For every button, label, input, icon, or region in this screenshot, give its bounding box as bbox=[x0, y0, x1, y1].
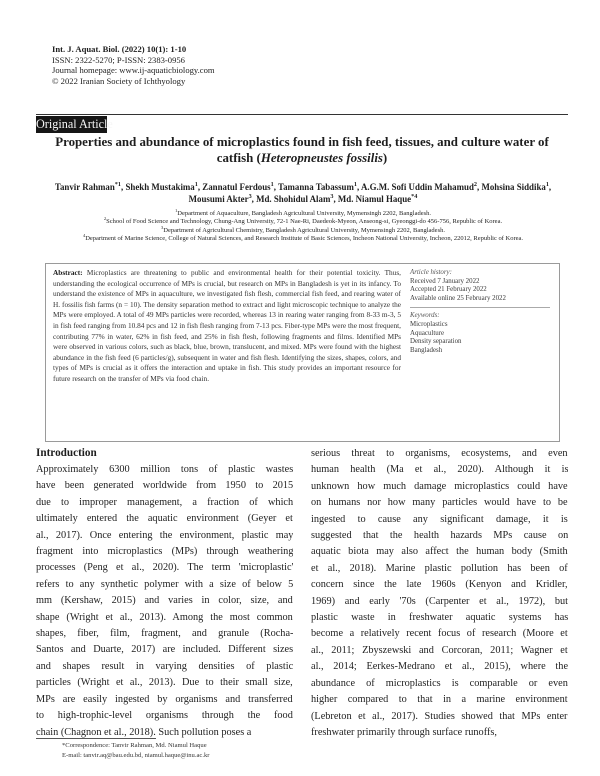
journal-copyright: © 2022 Iranian Society of Ichthyology bbox=[52, 75, 186, 86]
affiliation-list bbox=[48, 207, 558, 243]
body-text-line: particles (Wright et al., 2013). Due to their small size, bbox=[36, 677, 293, 689]
body-text-line: and shapes result in varying densities of plastic bbox=[36, 660, 293, 672]
author-name: Shekh Mustakima bbox=[125, 182, 195, 192]
body-text-line: shape (Wright et al., 2013). Among the most common bbox=[36, 611, 293, 623]
affiliation-text: Department of Aquaculture, Bangladesh Agricultural University, Mymensingh 2202, Bangladesh. bbox=[177, 210, 432, 217]
author-affiliation-mark: *1 bbox=[114, 181, 122, 189]
body-text-line: serious threat to organisms, ecosystems, and even bbox=[311, 448, 568, 459]
author-separator: , bbox=[357, 182, 361, 192]
body-text-line: become a relatively recent focus of research (Moore et bbox=[311, 628, 568, 640]
abstract-box bbox=[45, 263, 560, 442]
author-list bbox=[48, 181, 558, 205]
header-divider bbox=[36, 114, 568, 115]
author-separator: , bbox=[333, 194, 338, 205]
article-info bbox=[410, 269, 558, 355]
keyword-item: Aquaculture bbox=[410, 329, 445, 337]
author-separator: , bbox=[273, 182, 278, 192]
author-name: Md. Niamul Haque bbox=[337, 194, 412, 205]
info-divider bbox=[410, 307, 550, 308]
body-text-line: aquatic biota may also affect the human body (Smith bbox=[311, 546, 568, 558]
journal-header bbox=[52, 44, 215, 86]
body-text-line: mm (Kershaw, 2015) and varies in color, size, and bbox=[36, 595, 293, 607]
author-affiliation-mark: *4 bbox=[411, 193, 418, 201]
author-separator: , bbox=[197, 182, 203, 192]
title-main: Properties and abundance of microplastics found in fish feed, tissues, and culture water of catfish ( bbox=[55, 135, 549, 165]
body-text-line: freshwater primarily through surface runoffs, bbox=[311, 726, 497, 738]
body-text-line: al., 2014; Eerkes-Medrano et al., 2015), where the bbox=[311, 661, 568, 673]
author-affiliation-mark: 1 bbox=[194, 181, 198, 189]
body-text-line: al., 2011; Zbyszewski and Corcoran, 2011; Wagner et bbox=[311, 644, 568, 656]
author-name: Mousumi Akter bbox=[188, 194, 249, 205]
keyword-item: Density separation bbox=[410, 338, 462, 346]
abstract bbox=[53, 268, 401, 385]
affiliation-number: 3 bbox=[161, 224, 164, 230]
body-text-line: Santos and Duarte, 2017) are included. Different sizes bbox=[36, 644, 293, 656]
author-affiliation-mark: 1 bbox=[353, 181, 357, 189]
body-text-line: ingested to cause any significant damage, it is bbox=[311, 513, 568, 525]
body-text-line: plastic waste in freshwater aquatic systems has bbox=[311, 612, 568, 624]
body-text-line: abundance of microplastics is comparable or even bbox=[311, 677, 568, 689]
author-affiliation-mark: 2 bbox=[473, 181, 477, 189]
author-affiliation-mark: 3 bbox=[248, 193, 252, 201]
keyword-item: Microplastics bbox=[410, 320, 448, 328]
article-history-heading: Article history: bbox=[410, 269, 452, 276]
author-name: Md. Shohidul Alam bbox=[256, 194, 331, 205]
body-text-line: 1969) and early '70s (Carpenter et al., 1972), but bbox=[311, 595, 568, 607]
affiliation-text: Department of Marine Science, College of Natural Sciences, and Research Institute of Basic Sciences, Incheon National University, Incheon, 22012, Republic of Korea. bbox=[85, 234, 524, 242]
available-date: Available online 25 February 2022 bbox=[410, 294, 506, 302]
abstract-label: Abstract: bbox=[53, 268, 83, 277]
author-name: Tamanna Tabassum bbox=[278, 182, 354, 192]
journal-homepage[interactable]: Journal homepage: www.ij-aquaticbiology.com bbox=[52, 65, 215, 75]
email-line[interactable]: E-mail: tanvir.aq@bau.edu.bd, niamul.haque@inu.ac.kr bbox=[62, 751, 210, 759]
body-text-line: MPs are easily ingested by organisms and transferred bbox=[36, 693, 293, 705]
journal-citation: Int. J. Aquat. Biol. (2022) 10(1): 1-10 bbox=[52, 44, 187, 54]
body-text-line: unknown how much damage microplastics could have bbox=[311, 480, 568, 492]
author-affiliation-mark: 1 bbox=[545, 181, 549, 189]
body-text-line: higher compared to that in a marine environment bbox=[311, 694, 568, 706]
body-text-line: shapes, fiber, film, fragment, and granule (Rocha- bbox=[36, 628, 293, 640]
title-end: ) bbox=[382, 151, 388, 165]
body-text-line: ultimately entered the aquatic environment (Geyer et bbox=[36, 513, 293, 525]
body-text-line: Approximately 6300 million tons of plastic wastes bbox=[36, 464, 293, 475]
title-species: Heteropneustes fossilis bbox=[260, 151, 383, 165]
author-name: A.G.M. Sofi Uddin Mahamud bbox=[360, 182, 474, 192]
article-type-badge: Original Article bbox=[36, 117, 113, 131]
keywords-heading: Keywords: bbox=[410, 312, 440, 320]
affiliation bbox=[48, 218, 558, 226]
body-text-line: to high-trophic-level organisms through the food bbox=[36, 710, 293, 722]
right-column bbox=[311, 446, 568, 741]
body-text-line: processes (Peng et al., 2020). The term 'microplastic' bbox=[36, 562, 293, 574]
affiliation-number: 2 bbox=[103, 216, 107, 222]
body-text-line: human health (Ma et al., 2020). Although it is bbox=[311, 464, 568, 476]
correspondence-line: *Correspondence: Tanvir Rahman, Md. Niamul Haque bbox=[62, 742, 207, 749]
affiliation-number: 1 bbox=[174, 207, 178, 213]
author-affiliation-mark: 3 bbox=[330, 193, 334, 201]
author-separator: , bbox=[477, 182, 482, 192]
body-text-line: concern since the late 1960s (Kenyon and Kridler, bbox=[311, 579, 568, 591]
body-text-line: chain (Chagnon et al., 2018). Such pollution poses a bbox=[36, 726, 252, 738]
body-text-line: refers to any synthetic polymer with a size of below 5 bbox=[36, 578, 293, 590]
left-column bbox=[36, 462, 293, 741]
body-text-line: suggested that the health hazards MPs cause on bbox=[311, 530, 568, 542]
affiliation bbox=[48, 232, 558, 243]
body-text-line: et al., 2018). Marine plastic pollution has been of bbox=[311, 562, 568, 574]
affiliation-number: 4 bbox=[82, 232, 86, 238]
author-name: Tanvir Rahman bbox=[54, 182, 115, 192]
body-text-line: on humans nor how many particles would have to be bbox=[311, 497, 568, 509]
received-date: Received 7 January 2022 bbox=[410, 277, 480, 285]
affiliation bbox=[48, 224, 558, 235]
author-separator: , bbox=[251, 194, 257, 205]
author-name: Mohsina Siddika bbox=[481, 182, 546, 192]
article-title bbox=[36, 134, 568, 166]
author-name: Zannatul Ferdous bbox=[202, 182, 271, 192]
introduction-heading: Introduction bbox=[36, 447, 97, 459]
accepted-date: Accepted 21 February 2022 bbox=[410, 286, 487, 294]
footnote bbox=[62, 741, 209, 760]
body-text-line: al., 2017). Once entering the environment, plastic may bbox=[36, 529, 293, 541]
body-text-line: fragment into microplastics (MPs) through weathering bbox=[36, 546, 293, 558]
body-text-line: (Lebreton et al., 2017). Studies showed that MPs enter bbox=[311, 710, 568, 722]
footnote-divider bbox=[36, 738, 156, 739]
author-separator: , bbox=[548, 182, 552, 192]
body-text-line: due to improper management, a fraction of which bbox=[36, 496, 293, 508]
affiliation-text: Department of Agricultural Chemistry, Bangladesh Agricultural University, Mymensingh 2202, Bangladesh. bbox=[163, 226, 445, 234]
abstract-body: Microplastics are threatening to public and environmental health for their potential toxicity. Thus, understanding the ecological occurrence of MPs is crucial, but research on MPs in Bangladesh is yet in its infancy. To understand the existence of MPs in aquaculture, we investigated fish flesh, commercial fish feed, and rearing water of H. fossilis fish farms (n = 10). The density separation method to extract and light microscopic technique to analyze the MPs were employed. A total of 49 MPs particles were recorded, whereas 13 in rearing water ranging from 8-33 m-3, 5 in fish feed ranging from 10.84 pcs and 12 in fish flesh ranging from 7-13 pcs. Fiber-type MPs were the most frequent, contributing 77% in water, 62% in fish feed, and 25% in fish flesh, following fragments and films. Identified MPs were observed in various colors, such as black, blue, brown, translucent, and mixed. MPs were found with the highest abundance in the fish feed (6 particles/g), subsequent in water and fish flesh. Identifying the sizes, shapes, colors, and types of MPs is crucial as it offers the interaction and uptake in fish. This study provides an important resource for future research on the transfer of MPs via food chain. bbox=[53, 268, 401, 383]
author-affiliation-mark: 1 bbox=[270, 181, 274, 189]
journal-issn: ISSN: 2322-5270; P-ISSN: 2383-0956 bbox=[52, 54, 185, 65]
author-separator: , bbox=[121, 182, 126, 192]
affiliation-text: School of Food Science and Technology, Chung-Ang University, 72-1 Nae-Ri, Daedeok-Myeon, Anseong-si, Gyeonggi-do 456-756, Republic of Korea. bbox=[106, 218, 503, 226]
body-text-line: have been generated worldwide from 1950 to 2015 bbox=[36, 480, 293, 492]
keyword-item: Bangladesh bbox=[410, 346, 443, 354]
